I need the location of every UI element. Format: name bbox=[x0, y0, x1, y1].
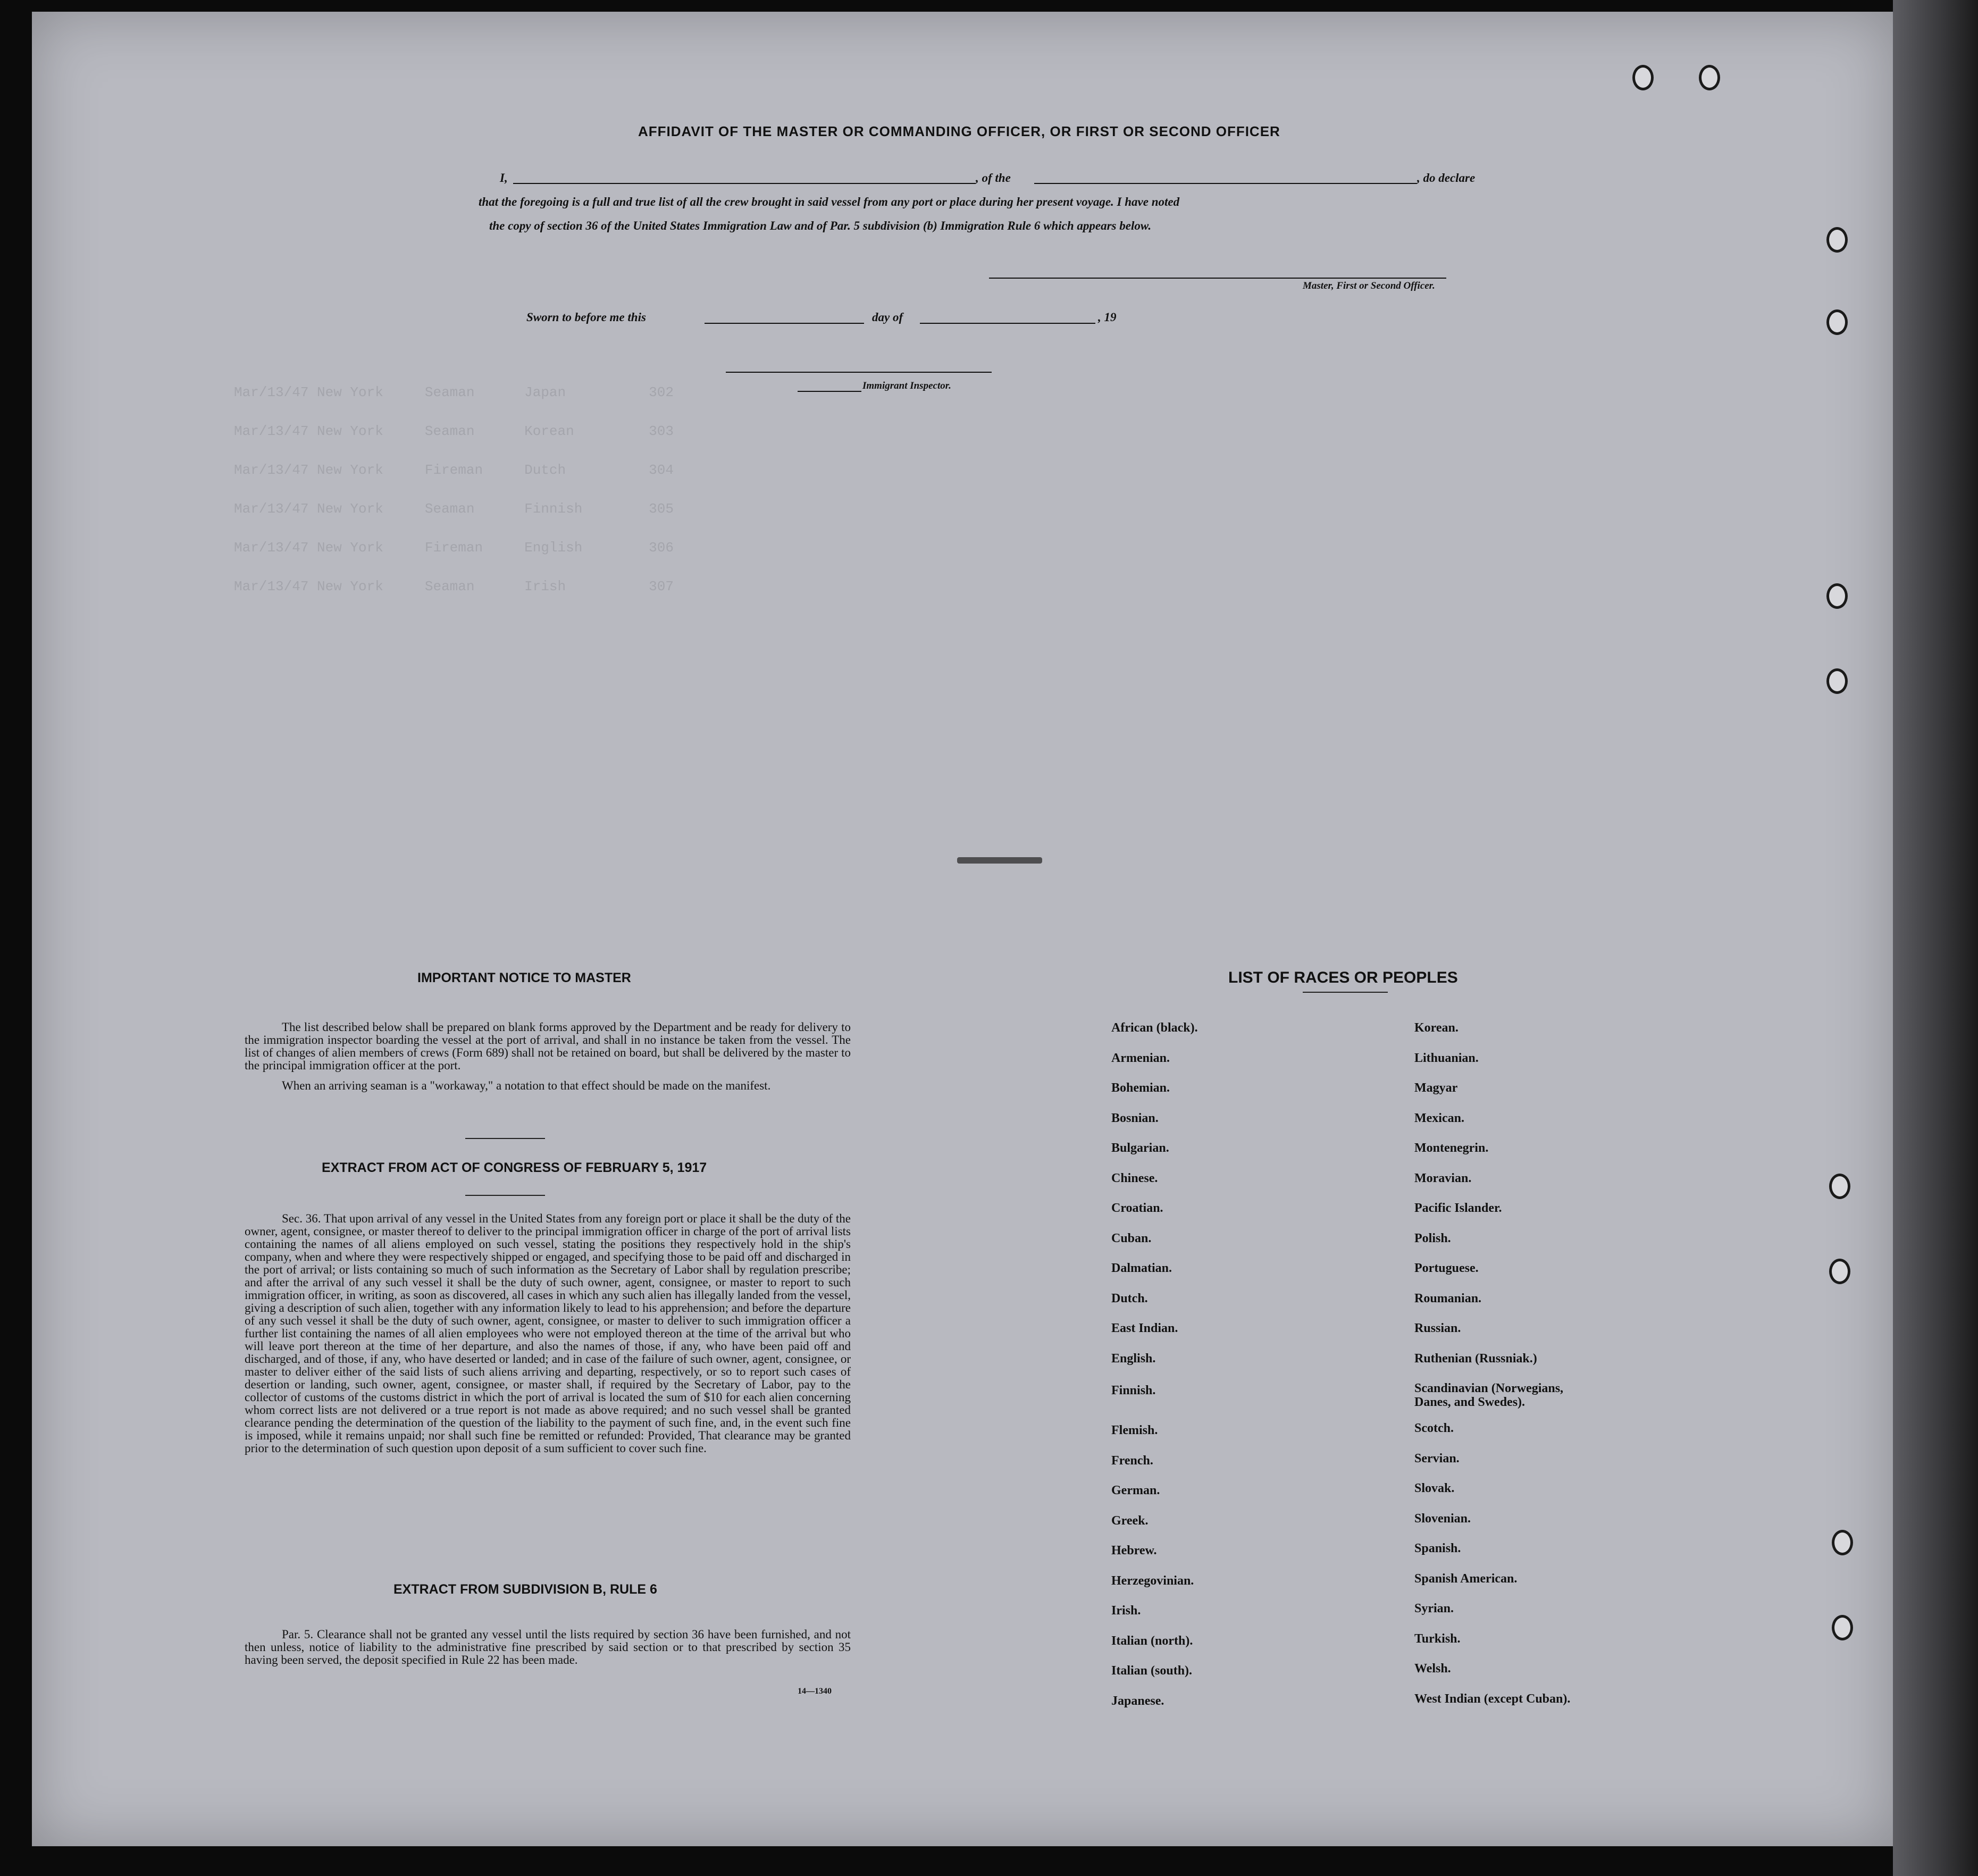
race-item: Turkish. bbox=[1414, 1631, 1461, 1646]
race-item: Spanish. bbox=[1414, 1542, 1461, 1555]
race-item: Armenian. bbox=[1111, 1051, 1170, 1065]
punch-hole bbox=[1832, 1615, 1853, 1640]
race-item: Dutch. bbox=[1111, 1291, 1148, 1305]
sworn-label: Sworn to before me this bbox=[526, 311, 646, 324]
sworn-day-line[interactable] bbox=[705, 323, 864, 324]
race-item: English. bbox=[1111, 1351, 1156, 1366]
notice-paragraph-1: The list described below shall be prepared on blank forms approved by the Department and be ready for delivery to the immigration inspector boarding the vessel at the port of arrival, and shall in no instance be taken from the vessel. The list of changes of alien members of crews (Form 689) shall not be retained on board, but shall be delivered by the master to the principal immigration officer at the port. bbox=[245, 1020, 851, 1072]
race-item: African (black). bbox=[1111, 1021, 1198, 1035]
race-item: French. bbox=[1111, 1453, 1153, 1468]
race-item: Scotch. bbox=[1414, 1421, 1454, 1435]
act-body bbox=[245, 1212, 851, 1455]
race-item: Bosnian. bbox=[1111, 1111, 1159, 1125]
act-section-36-text: Sec. 36. That upon arrival of any vessel in the United States from any foreign port or place it shall be the duty of the owner, agent, consignee, or master thereof to deliver to the principal immigration officer in charge of the port of arrival lists containing the names of all aliens employed on such vessel, stating the positions they respectively hold in the ship's company, when and where they were respectively shipped or engaged, and specifying those to be paid off and discharged in the port of arrival; or lists containing so much of such information as the Secretary of Labor shall by regulation prescribe; and after the arrival of any such vessel it shall be the duty of such owner, agent, consignee, or master to report to such immigration officer, in writing, as soon as discovered, all cases in which any such alien has illegally landed from the vessel, giving a description of such alien, together with any information likely to lead to his apprehension; and before the departure of any such vessel it shall be the duty of such owner, agent, consignee, or master to deliver to such immigration officer a further list containing the names of all alien employees who were not employed thereon at the time of the arrival but who will leave port thereon at the time of her departure, and also the names of those, if any, who have been paid off and discharged, and of those, if any, who have deserted or landed; and in case of the failure of such owner, agent, consignee, or master to deliver either of the said lists of such aliens arriving and departing, respectively, or so to report such cases of desertion or landing, such owner, agent, consignee, or master shall, if required by the Secretary of Labor, pay to the collector of customs of the customs district in which the port of arrival is located the sum of $10 for each alien concerning whom correct lists are not delivered or a true report is not made as above required; and no such vessel shall be granted clearance pending the determination of the question of the liability to the payment of such fine, and, in the event such fine is imposed, while it remains unpaid; nor shall such fine be remitted or refunded: Provided, That clearance may be granted prior to the determination of such question upon deposit of a sum sufficient to cover such fine. bbox=[245, 1212, 851, 1455]
punch-hole bbox=[1632, 65, 1654, 90]
races-heading: LIST OF RACES OR PEOPLES bbox=[1228, 969, 1458, 986]
act-heading: EXTRACT FROM ACT OF CONGRESS OF FEBRUARY 5, 1917 bbox=[322, 1160, 707, 1175]
divider-rule bbox=[1303, 992, 1388, 993]
punch-hole bbox=[1826, 668, 1848, 694]
punch-hole bbox=[1832, 1530, 1853, 1555]
race-item: Montenegrin. bbox=[1414, 1141, 1489, 1155]
rule-par-5-text: Par. 5. Clearance shall not be granted any vessel until the lists required by section 36 have been furnished, and not then unless, notice of liability to the administrative fine prescribed by said section or to that prescribed by section 35 having been served, the deposit specified in Rule 22 has been made. bbox=[245, 1628, 851, 1666]
race-item: Welsh. bbox=[1414, 1662, 1451, 1676]
page-binding-edge bbox=[1893, 0, 1978, 1876]
race-item: Hebrew. bbox=[1111, 1544, 1157, 1557]
inspector-label: Immigrant Inspector. bbox=[862, 380, 951, 391]
race-item: Scandinavian (Norwegians, Danes, and Swedes). bbox=[1414, 1381, 1564, 1409]
race-item: Lithuanian. bbox=[1414, 1051, 1479, 1065]
rule-heading: EXTRACT FROM SUBDIVISION B, RULE 6 bbox=[393, 1582, 657, 1597]
race-item: Italian (north). bbox=[1111, 1634, 1193, 1648]
race-item: Dalmatian. bbox=[1111, 1261, 1172, 1275]
master-signature-line[interactable] bbox=[989, 278, 1446, 279]
race-item: German. bbox=[1111, 1484, 1160, 1497]
notice-paragraph-2: When an arriving seaman is a "workaway," a notation to that effect should be made on the manifest. bbox=[282, 1079, 771, 1092]
document-page bbox=[32, 12, 1893, 1846]
sworn-month-line[interactable] bbox=[920, 323, 1095, 324]
race-item: Irish. bbox=[1111, 1604, 1141, 1618]
affidavit-of-label: , of the bbox=[976, 171, 1011, 185]
race-item: Moravian. bbox=[1414, 1171, 1472, 1185]
vessel-blank-line[interactable] bbox=[1034, 183, 1417, 184]
race-item: Cuban. bbox=[1111, 1231, 1152, 1245]
race-item: Croatian. bbox=[1111, 1201, 1163, 1215]
race-item: Bohemian. bbox=[1111, 1081, 1170, 1095]
race-item: Magyar bbox=[1414, 1081, 1458, 1095]
race-item: Slovak. bbox=[1414, 1481, 1455, 1495]
race-item: Spanish American. bbox=[1414, 1571, 1518, 1586]
race-item: Slovenian. bbox=[1414, 1511, 1471, 1526]
race-item: Roumanian. bbox=[1414, 1291, 1482, 1305]
bleed-through-texture: Mar/13/47 New York Seaman Japan 302 Mar/13/47 New York Seaman Korean 303 Mar/13/47 New York Fireman Dutch 304 Mar/13/47 New York Seaman Finnish 305 Mar/13/47 New York Fireman English 306 Mar/13/47 New York Seaman Irish 307 bbox=[234, 384, 674, 594]
race-item: Mexican. bbox=[1414, 1111, 1464, 1125]
rule-body bbox=[245, 1628, 851, 1666]
race-item: Herzegovinian. bbox=[1111, 1573, 1194, 1588]
divider-rule bbox=[465, 1138, 545, 1139]
race-item: Korean. bbox=[1414, 1021, 1459, 1035]
punch-hole bbox=[1699, 65, 1720, 90]
divider-rule bbox=[465, 1195, 545, 1196]
race-item: Pacific Islander. bbox=[1414, 1201, 1502, 1215]
race-item: Syrian. bbox=[1414, 1602, 1454, 1615]
affidavit-title: AFFIDAVIT OF THE MASTER OR COMMANDING OFFICER, OR FIRST OR SECOND OFFICER bbox=[638, 123, 1280, 139]
race-item: Greek. bbox=[1111, 1513, 1149, 1528]
punch-hole bbox=[1829, 1259, 1850, 1284]
race-item: Bulgarian. bbox=[1111, 1141, 1169, 1155]
race-item: Finnish. bbox=[1111, 1384, 1156, 1397]
affidavit-declare-label: , do declare bbox=[1417, 171, 1476, 185]
affidavit-i-label: I, bbox=[500, 171, 508, 185]
punch-hole bbox=[1826, 309, 1848, 335]
notice-heading: IMPORTANT NOTICE TO MASTER bbox=[417, 970, 631, 985]
race-item: Polish. bbox=[1414, 1231, 1451, 1245]
notice-body bbox=[245, 1021, 851, 1092]
master-signature-label: Master, First or Second Officer. bbox=[1303, 280, 1435, 291]
race-item: Ruthenian (Russniak.) bbox=[1414, 1351, 1537, 1366]
punch-hole bbox=[1826, 583, 1848, 609]
day-of-label: day of bbox=[872, 311, 903, 324]
race-item: Servian. bbox=[1414, 1451, 1460, 1465]
race-item: Flemish. bbox=[1111, 1423, 1158, 1437]
year-label: , 19 bbox=[1098, 311, 1117, 324]
race-item: Japanese. bbox=[1111, 1694, 1164, 1708]
form-number: 14—1340 bbox=[798, 1687, 832, 1696]
race-item: West Indian (except Cuban). bbox=[1414, 1691, 1571, 1706]
race-item: Chinese. bbox=[1111, 1171, 1158, 1185]
punch-hole bbox=[1826, 227, 1848, 253]
races-right-column bbox=[1414, 1021, 1595, 1722]
inspector-label-underline bbox=[798, 391, 861, 392]
races-left-column bbox=[1111, 1021, 1198, 1724]
race-item: Portuguese. bbox=[1414, 1261, 1479, 1275]
name-blank-line[interactable] bbox=[513, 183, 976, 184]
punch-hole bbox=[1829, 1174, 1850, 1199]
affidavit-line-3: the copy of section 36 of the United States Immigration Law and of Par. 5 subdivision (b) Immigration Rule 6 which appears below. bbox=[489, 219, 1152, 232]
inspector-signature-line[interactable] bbox=[726, 372, 992, 373]
race-item: Russian. bbox=[1414, 1321, 1461, 1335]
stamp-mark bbox=[957, 857, 1042, 864]
race-item: East Indian. bbox=[1111, 1321, 1178, 1335]
race-item: Italian (south). bbox=[1111, 1664, 1193, 1678]
affidavit-line-2: that the foregoing is a full and true list of all the crew brought in said vessel from any port or place during her present voyage. I have noted bbox=[479, 195, 1180, 208]
